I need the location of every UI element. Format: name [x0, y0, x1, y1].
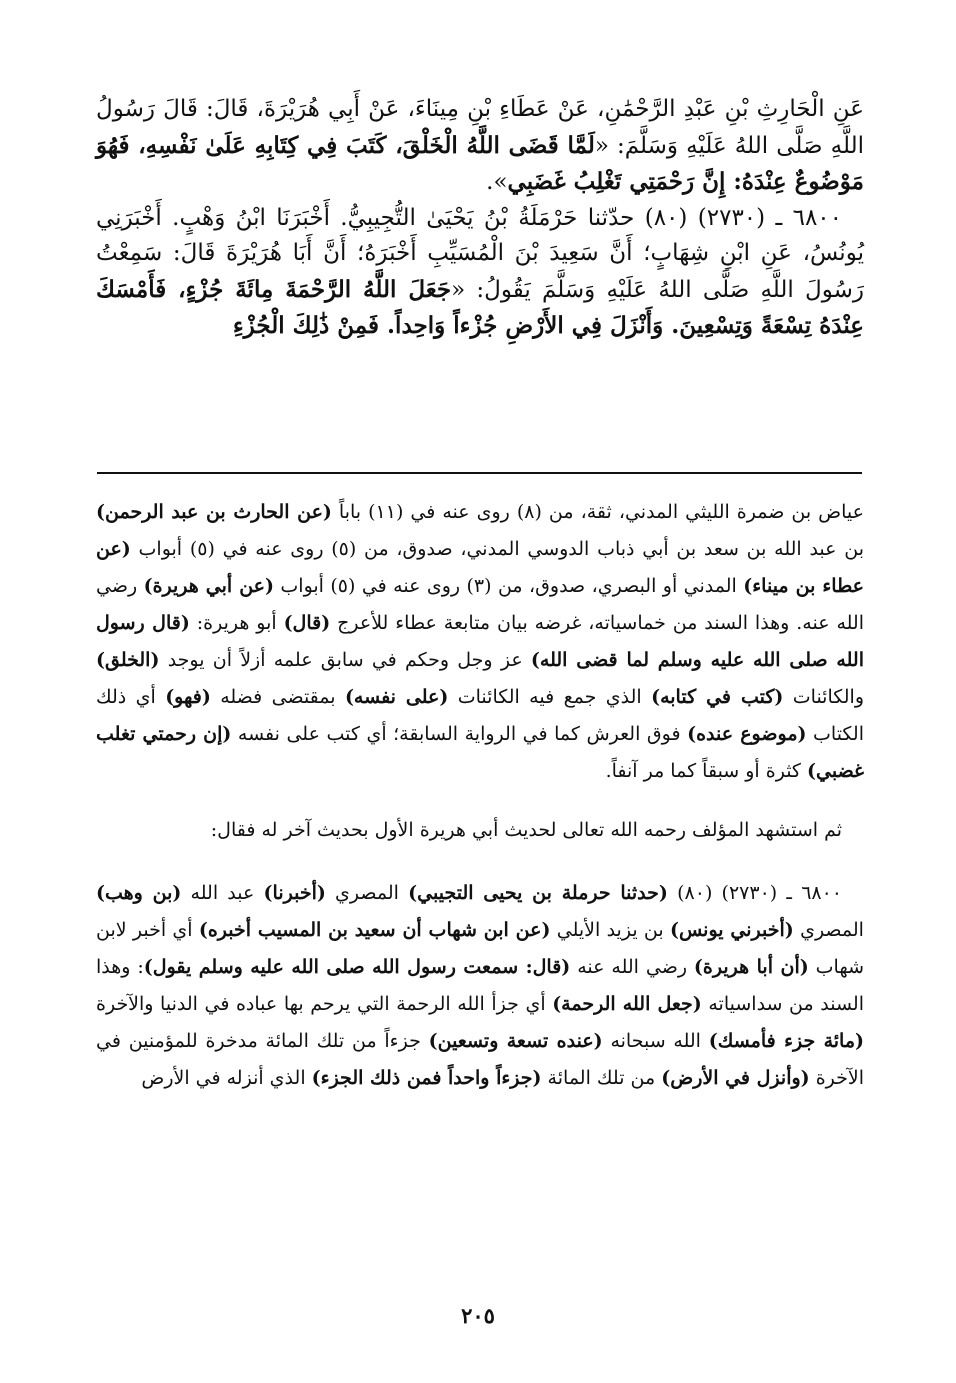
- commentary-3-segment: (بن وهب): [96, 882, 182, 904]
- hadith-paragraph-2: [96, 201, 864, 345]
- hadith-1-isnad: عَنِ الْحَارِثِ بْنِ عَبْدِ الرَّحْمَٰنِ، عَنْ عَطَاءِ بْنِ مِينَاءَ، عَنْ أَبِي هُرَيْرَةَ، قَالَ: قَالَ رَسُولُ اللَّهِ صَلَّى اللهُ عَلَيْهِ وَسَلَّمَ: «: [96, 96, 864, 159]
- commentary-3-segment: (وأنزل في الأرض): [661, 1067, 810, 1089]
- commentary-paragraph-1: [96, 494, 864, 790]
- commentary-3-segment: من تلك المائة: [541, 1067, 662, 1089]
- commentary-1-segment: (على نفسه): [344, 686, 449, 708]
- commentary-1-segment: (فهو): [165, 686, 211, 708]
- commentary-3-segment: المصري: [793, 919, 864, 941]
- hadith-1-close: ».: [486, 169, 508, 195]
- commentary-3-segment: أي أخبر لابن شهاب: [96, 919, 864, 978]
- commentary-3-segment: (أن أبا هريرة): [693, 956, 809, 978]
- hadith-2-isnad: ٦٨٠٠ ـ (٢٧٣٠) (٨٠) حدّثنا حَرْمَلَةُ بْنُ يَحْيَىٰ التُّجِيبِيُّ. أَخْبَرَنَا ابْنُ وَهْبٍ. أَخْبَرَنِي يُونُسُ، عَنِ ابْنِ شِهَابٍ؛ أَنَّ سَعِيدَ بْنَ الْمُسَيِّبِ أَخْبَرَهُ؛ أَنَّ أَبَا هُرَيْرَةَ قَالَ: سَمِعْتُ رَسُولَ اللَّهِ صَلَّى اللهُ عَلَيْهِ وَسَلَّمَ يَقُولُ: «: [96, 204, 864, 303]
- commentary-1-segment: عياض بن ضمرة الليثي المدني، ثقة، من (٨) روى عنه في (١١) باباً: [331, 501, 864, 523]
- commentary-3-segment: : وهذا السند من سداسياته: [96, 956, 864, 1015]
- commentary-3-segment: ٦٨٠٠ ـ (٢٧٣٠) (٨٠): [667, 882, 843, 904]
- hadith-1-matn: لَمَّا قَضَى اللَّهُ الْخَلْقَ، كَتَبَ فِي كِتَابِهِ عَلَىٰ نَفْسِهِ، فَهُوَ مَوْضُوعٌ عِنْدَهُ: إِنَّ رَحْمَتِي تَغْلِبُ غَضَبِي: [96, 131, 864, 195]
- commentary-3-segment: (قال: سمعت رسول الله صلى الله عليه وسلم يقول): [143, 956, 571, 978]
- commentary-1-segment: (إن رحمتي تغلب غضبي): [96, 723, 864, 782]
- commentary-1-segment: (كتب في كتابه): [651, 686, 784, 708]
- commentary-1-segment: (الخلق): [96, 649, 160, 671]
- separator-line: [97, 472, 862, 474]
- commentary-paragraph-2: ثم استشهد المؤلف رحمه الله تعالى لحديث أبي هريرة الأول بحديث آخر له فقال:: [210, 819, 842, 841]
- commentary-3-segment: (مائة جزء فأمسك): [708, 1030, 865, 1052]
- commentary-3-segment: عبد الله: [181, 882, 264, 904]
- commentary-1-segment: فوق العرش كما في الرواية السابقة؛ أي كتب على نفسه: [231, 723, 688, 745]
- hadith-2-matn: جَعَلَ اللَّهُ الرَّحْمَةَ مِائَةَ جُزْءٍ، فَأَمْسَكَ عِنْدَهُ تِسْعَةً وَتِسْعِينَ. وَأَنْزَلَ فِي الأَرْضِ جُزْءاً وَاحِداً. فَمِنْ ذَٰلِكَ الْجُزْءِ: [96, 275, 864, 339]
- page-number: ٢٠٥: [461, 1303, 495, 1328]
- commentary-3-segment: المصري: [325, 882, 409, 904]
- commentary-3-segment: (أخبرنا): [263, 882, 326, 904]
- commentary-1-segment: رضي الله عنه. وهذا السند من خماسياته، غرضه بيان متابعة عطاء للأعرج: [96, 575, 864, 634]
- commentary-1-segment: بمقتضى فضله: [210, 686, 345, 708]
- commentary-1-segment: الذي جمع فيه الكائنات: [448, 686, 652, 708]
- commentary-1-segment: (عن أبي هريرة): [143, 575, 274, 597]
- commentary-1-segment: أي ذلك الكتاب: [96, 686, 864, 745]
- commentary-1-segment: أبو هريرة:: [189, 612, 284, 634]
- commentary-3-segment: (عن ابن شهاب أن سعيد بن المسيب أخبره): [198, 919, 551, 941]
- commentary-3-segment: (حدثنا حرملة بن يحيى التجيبي): [408, 882, 668, 904]
- hadith-paragraph-1: [96, 92, 864, 201]
- commentary-3-segment: (أخبرني يونس): [669, 919, 794, 941]
- commentary-3-segment: رضي الله عنه: [570, 956, 694, 978]
- commentary-3-segment: (عنده تسعة وتسعين): [428, 1030, 603, 1052]
- commentary-1-segment: كثرة أو سبقاً كما مر آنفاً.: [605, 760, 808, 782]
- commentary-3-segment: (جعل الله الرحمة): [552, 993, 702, 1015]
- commentary-1-segment: المدني أو البصري، صدوق، من (٣) روى عنه في (٥) أبواب: [273, 575, 744, 597]
- commentary-3-segment: أي جزأ الله الرحمة التي يرحم بها عباده في الدنيا والآخرة: [96, 993, 553, 1015]
- commentary-3-segment: (جزءاً واحداً فمن ذلك الجزء): [311, 1067, 542, 1089]
- commentary-1-segment: (عن عطاء بن ميناء): [96, 538, 864, 597]
- commentary-3-segment: الذي أنزله في الأرض: [141, 1067, 312, 1089]
- commentary: [96, 494, 864, 1097]
- commentary-3-segment: جزءاً من تلك المائة مدخرة للمؤمنين في الآخرة: [96, 1030, 864, 1089]
- commentary-1-segment: (عن الحارث بن عبد الرحمن): [96, 501, 332, 523]
- commentary-1-segment: بن عبد الله بن سعد بن أبي ذباب الدوسي المدني، صدوق، من (٥) روى عنه في (٥) أبواب: [130, 538, 864, 560]
- commentary-1-segment: (قال رسول الله صلى الله عليه وسلم لما قضى الله): [96, 612, 864, 671]
- commentary-1-segment: عز وجل وحكم في سابق علمه أزلاً أن يوجد: [159, 649, 531, 671]
- commentary-1-segment: والكائنات: [783, 686, 864, 708]
- commentary-1-segment: (موضوع عنده): [687, 723, 807, 745]
- hadith-text: [96, 92, 864, 345]
- commentary-3-segment: بن يزيد الأيلي: [550, 919, 670, 941]
- commentary-paragraph-3: [96, 875, 864, 1097]
- commentary-3-segment: الله سبحانه: [602, 1030, 709, 1052]
- commentary-1-segment: (قال): [283, 612, 331, 634]
